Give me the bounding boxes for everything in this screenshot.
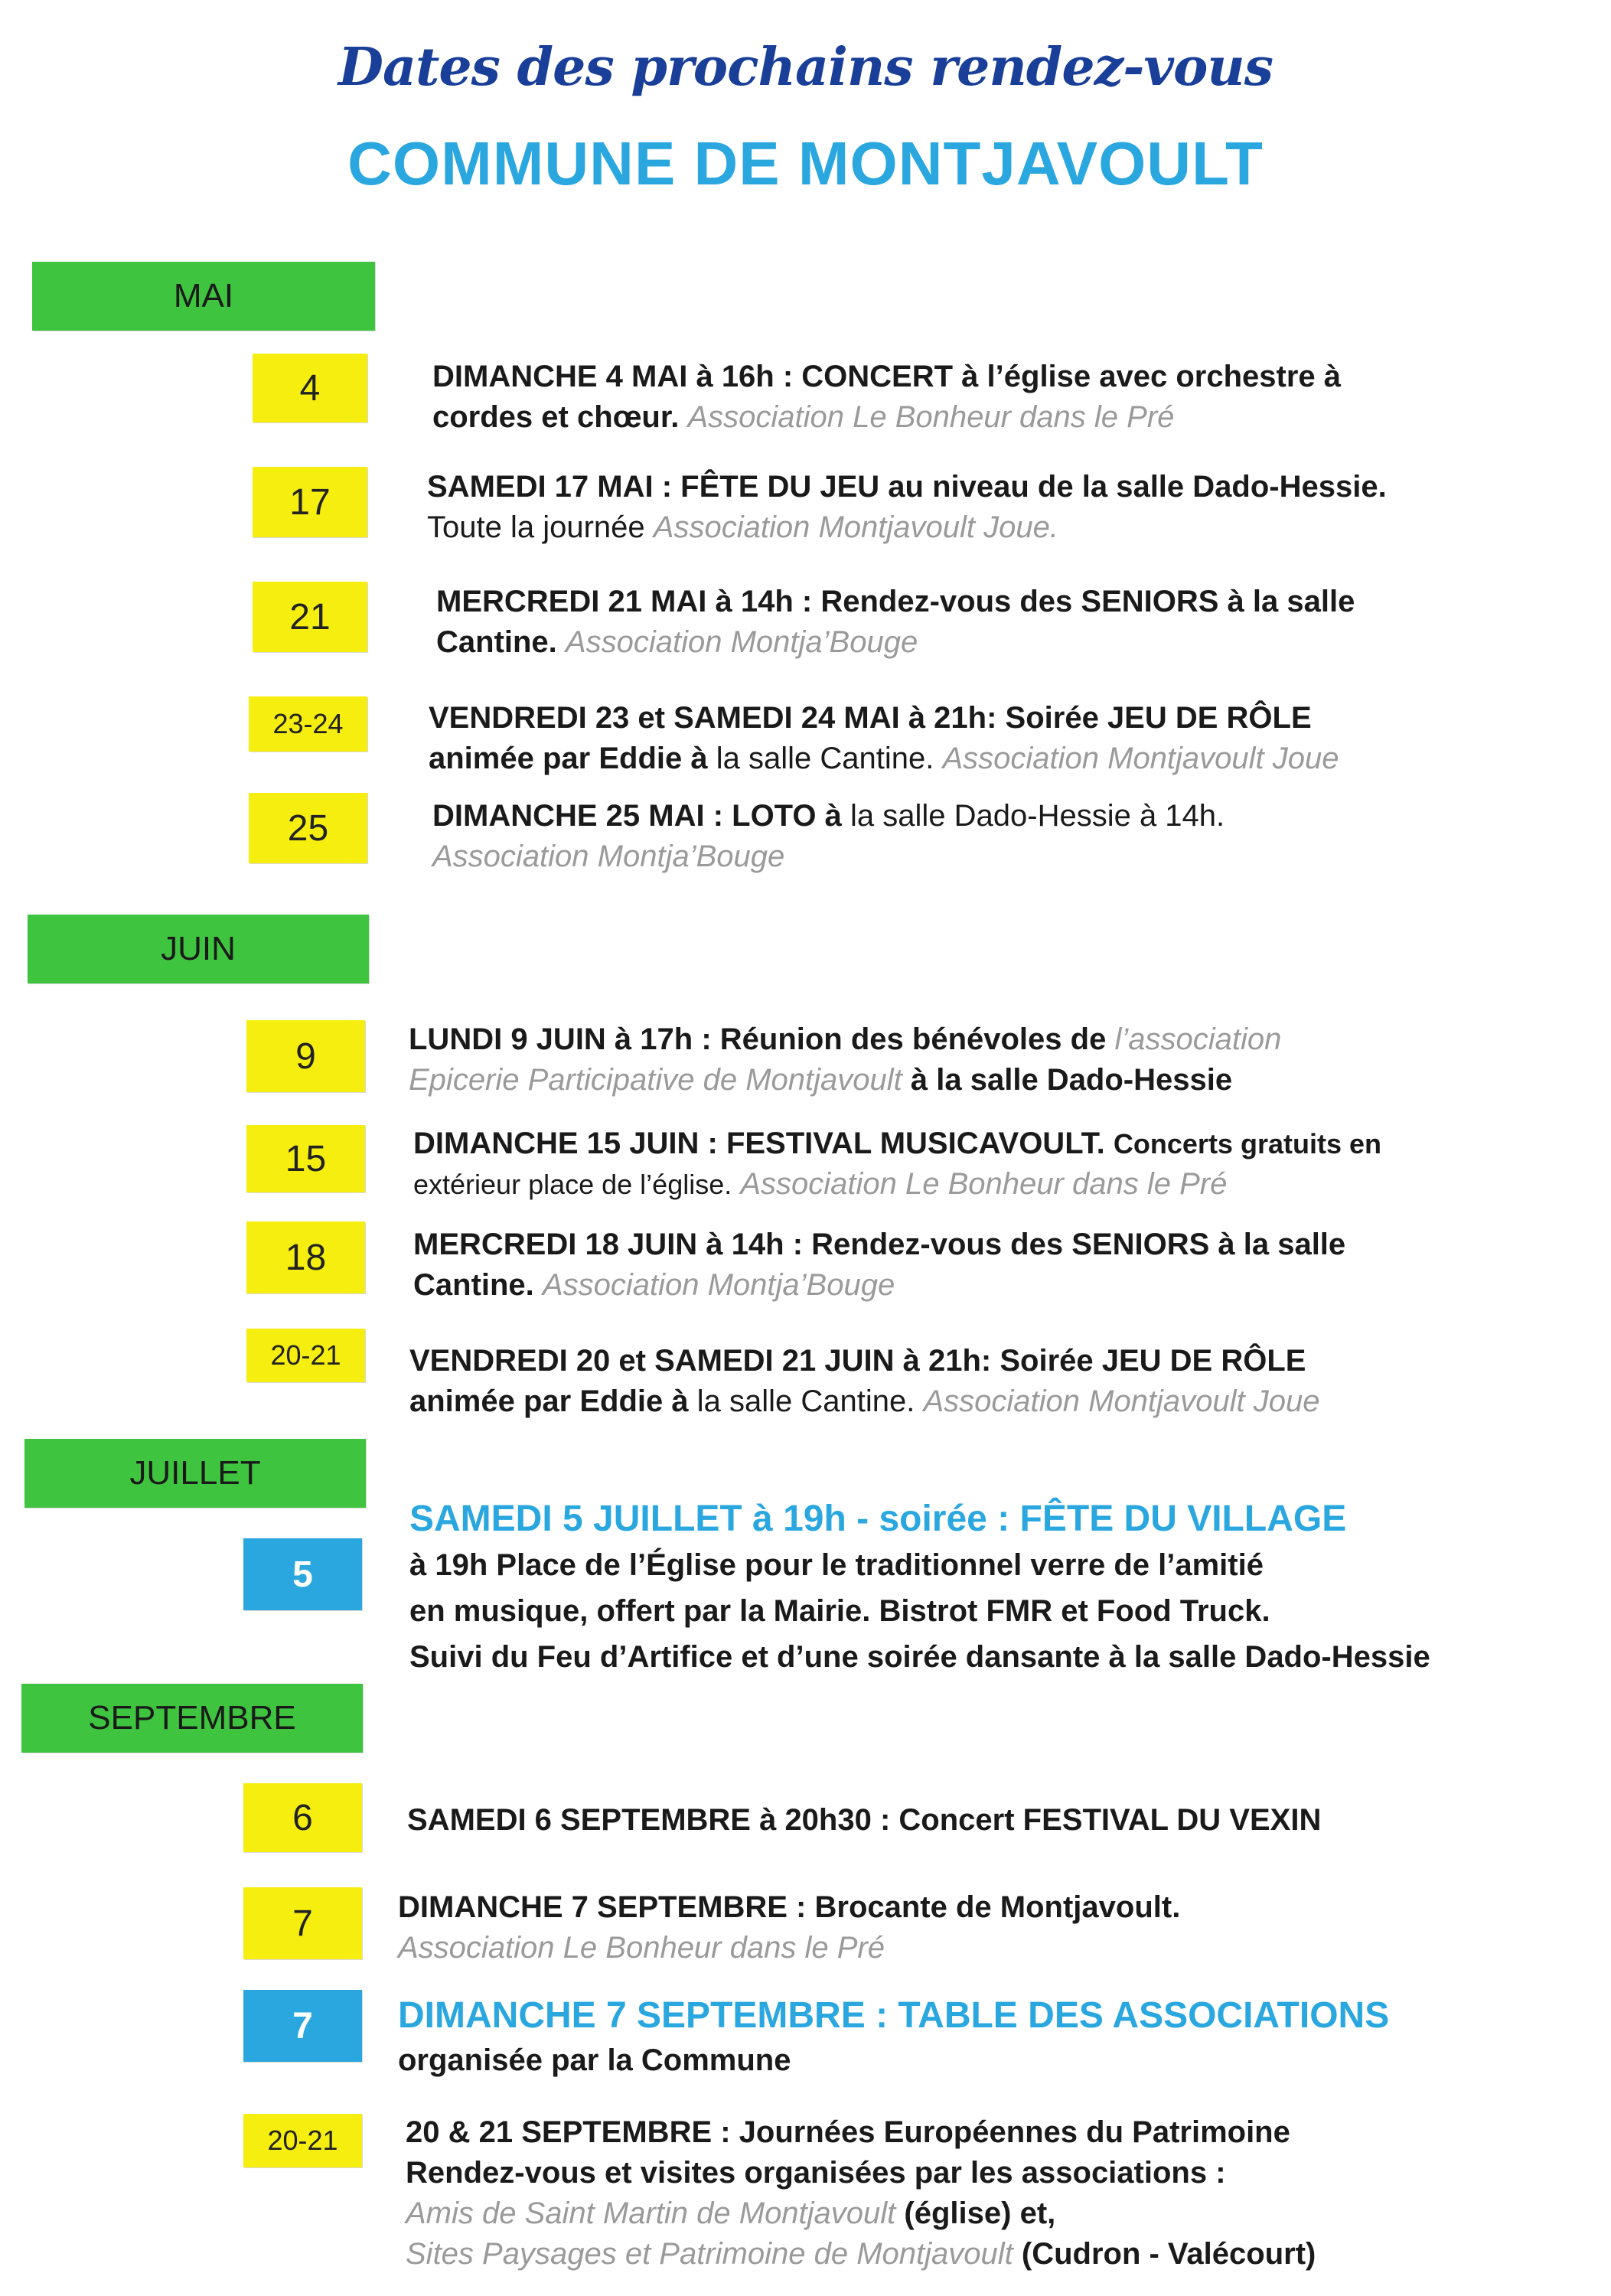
event-day-badge: 4	[253, 354, 367, 422]
event-day-badge-highlight: 5	[243, 1538, 362, 1610]
event-entry: VENDREDI 20 et SAMEDI 21 JUIN à 21h: Soirée JEU DE RÔLE animée par Eddie à la salle Cantine. Association Montjavoult Joue	[409, 1344, 1320, 1418]
event-entry: LUNDI 9 JUIN à 17h : Réunion des bénévoles de l’association Epicerie Participative de Montjavoult à la salle Dado-Hessie	[409, 1022, 1282, 1097]
event-day-badge: 23-24	[249, 696, 367, 752]
event-day-badge: 21	[253, 582, 367, 652]
event-entry: DIMANCHE 7 SEPTEMBRE : TABLE DES ASSOCIATIONS organisée par la Commune	[398, 1995, 1390, 2077]
event-day-badge: 25	[249, 793, 367, 863]
event-entry: SAMEDI 17 MAI : FÊTE DU JEU au niveau de la salle Dado-Hessie. Toute la journée Association Montjavoult Joue.	[427, 470, 1387, 544]
page-subtitle: Dates des prochains rendez-vous	[338, 37, 1273, 98]
event-entry: SAMEDI 6 SEPTEMBRE à 20h30 : Concert FESTIVAL DU VEXIN	[407, 1803, 1322, 1837]
event-day-badge: 15	[246, 1125, 365, 1192]
month-header-juillet: JUILLET	[24, 1439, 366, 1508]
event-entry: 20 & 21 SEPTEMBRE : Journées Européennes du Patrimoine Rendez-vous et visites organisées par les associations : Amis de Saint Martin de Montjavoult (église) et, Sites Paysages et Patrimoine de Montjavoult (Cudron - Valécourt)	[406, 2115, 1316, 2271]
event-day-badge: 9	[246, 1020, 365, 1092]
event-entry: MERCREDI 21 MAI à 14h : Rendez-vous des SENIORS à la salle Cantine. Association Montja’Bouge	[436, 585, 1355, 659]
event-day-badge: 20-21	[246, 1329, 365, 1382]
event-day-badge: 20-21	[243, 2114, 362, 2167]
event-entry: VENDREDI 23 et SAMEDI 24 MAI à 21h: Soirée JEU DE RÔLE animée par Eddie à la salle Cantine. Association Montjavoult Joue	[429, 701, 1339, 775]
event-entry: MERCREDI 18 JUIN à 14h : Rendez-vous des SENIORS à la salle Cantine. Association Montja’Bouge	[413, 1228, 1346, 1302]
event-day-badge: 6	[243, 1783, 362, 1852]
event-entry: DIMANCHE 4 MAI à 16h : CONCERT à l’église avec orchestre à cordes et chœur. Association Le Bonheur dans le Pré	[432, 360, 1342, 434]
event-entry: DIMANCHE 25 MAI : LOTO à la salle Dado-Hessie à 14h. Association Montja’Bouge	[432, 799, 1225, 873]
event-entry: DIMANCHE 15 JUIN : FESTIVAL MUSICAVOULT. Concerts gratuits en extérieur place de l’église. Association Le Bonheur dans le Pré	[413, 1127, 1381, 1201]
event-day-badge: 18	[246, 1221, 365, 1293]
event-entry: DIMANCHE 7 SEPTEMBRE : Brocante de Montjavoult. Association Le Bonheur dans le Pré	[398, 1890, 1181, 1965]
month-header-septembre: SEPTEMBRE	[21, 1684, 363, 1753]
month-header-juin: JUIN	[28, 915, 369, 983]
page-title: COMMUNE DE MONTJAVOULT	[347, 129, 1264, 197]
month-header-mai: MAI	[32, 262, 375, 331]
event-entry: SAMEDI 5 JUILLET à 19h - soirée : FÊTE DU VILLAGE à 19h Place de l’Église pour le traditionnel verre de l’amitié en musique, offert par la Mairie. Bistrot FMR et Food Truck. Suivi du Feu d’Artifice et d’une soirée dansante à la salle Dado-Hessie	[409, 1499, 1430, 1674]
event-day-badge: 7	[243, 1887, 362, 1959]
event-day-badge-highlight: 7	[243, 1990, 362, 2062]
event-day-badge: 17	[253, 467, 367, 537]
